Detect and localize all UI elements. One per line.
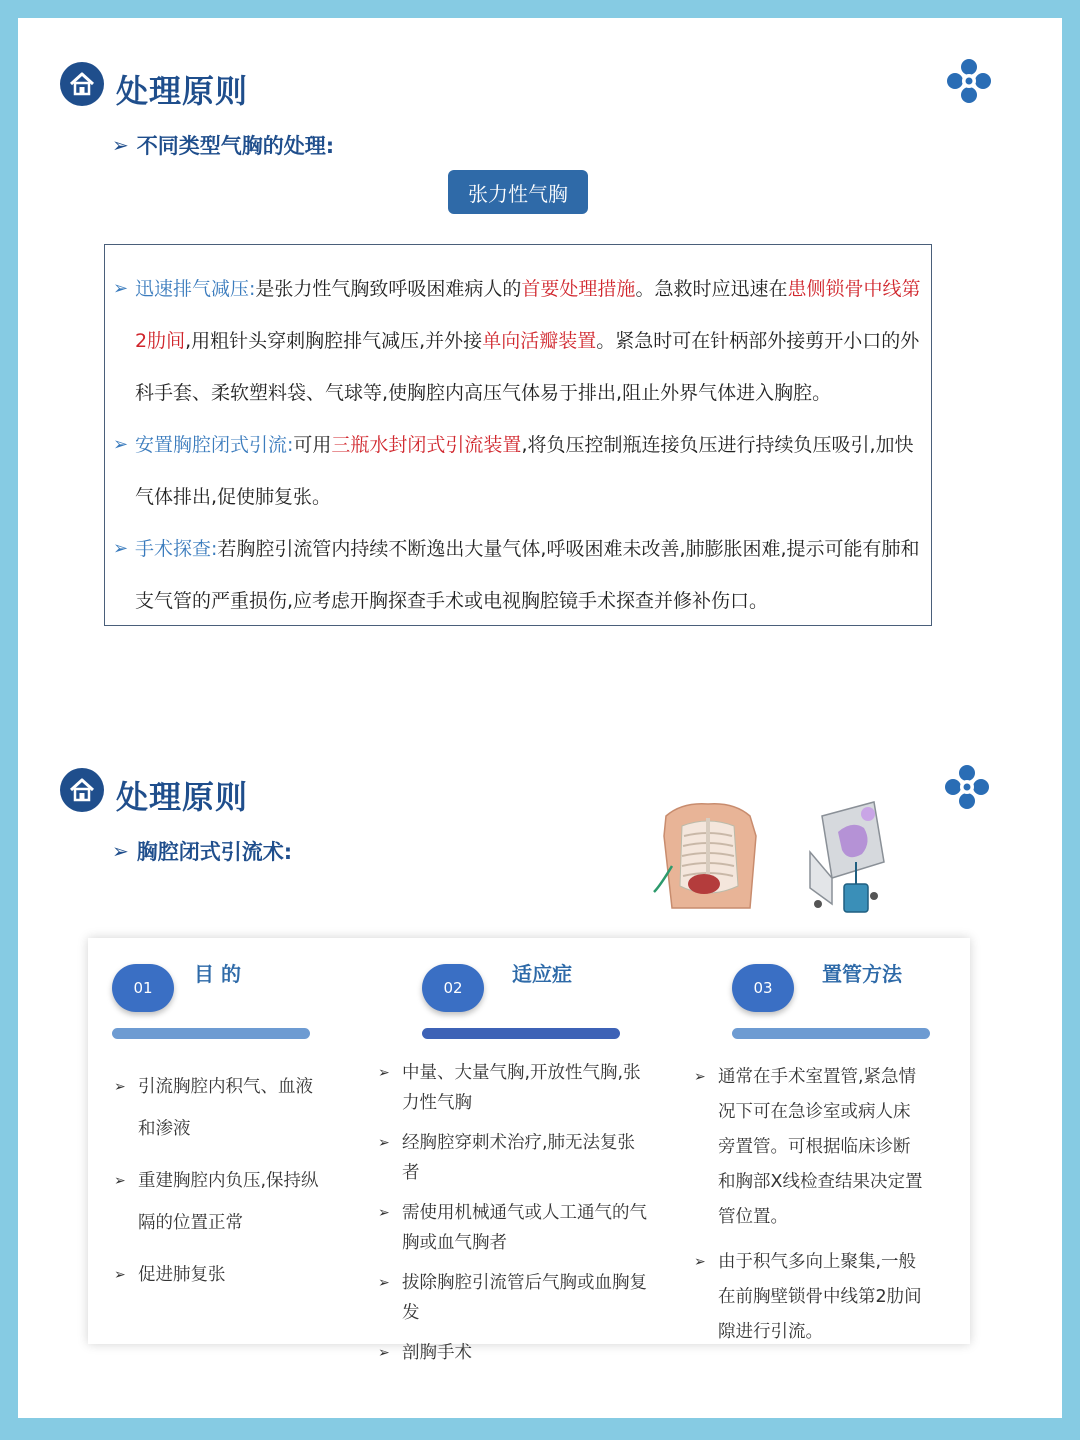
arrow-bullet-icon: ➢ bbox=[113, 278, 129, 299]
section1-title: 处理原则 bbox=[116, 72, 249, 110]
column-divider-bar bbox=[112, 1028, 310, 1039]
column-title: 适应症 bbox=[512, 962, 572, 986]
column-purpose bbox=[110, 938, 370, 1344]
list-item-text: 中量、大量气胸,开放性气胸,张力性气胸 bbox=[402, 1063, 641, 1113]
section2-subtitle-text: 胸腔闭式引流术: bbox=[136, 840, 293, 864]
step-number-badge: 03 bbox=[732, 964, 794, 1012]
lead-text: 安置胸腔闭式引流: bbox=[135, 434, 294, 456]
lead-text: 手术探查: bbox=[135, 538, 218, 560]
list-item: ➢ 拔除胸腔引流管后气胸或血胸复发 bbox=[378, 1273, 647, 1323]
flower-deco-icon bbox=[944, 764, 990, 810]
highlight-text: 三瓶水封闭式引流装置 bbox=[331, 434, 522, 456]
body-text: 是张力性气胸致呼吸困难病人的 bbox=[255, 278, 522, 300]
arrow-bullet-icon: ➢ bbox=[113, 434, 129, 455]
home-icon bbox=[60, 768, 104, 812]
highlight-text: 单向活瓣装置 bbox=[482, 330, 597, 352]
highlight-text: 首要处理措施 bbox=[521, 278, 636, 300]
list-item-text: 经胸腔穿刺术治疗,肺无法复张者 bbox=[402, 1133, 636, 1183]
list-item-text: 重建胸腔内负压,保持纵隔的位置正常 bbox=[138, 1171, 319, 1233]
step-number-badge: 02 bbox=[422, 964, 484, 1012]
body-text: 可用 bbox=[293, 434, 332, 456]
column-indications bbox=[378, 938, 700, 1363]
list-item-text: 由于积气多向上聚集,一般在前胸壁锁骨中线第2肋间隙进行引流。 bbox=[718, 1252, 922, 1342]
paragraph-closed-drainage bbox=[113, 419, 921, 523]
list-item-text: 促进肺复张 bbox=[138, 1265, 226, 1285]
body-text: 。紧急时可在针柄部外接剪开小口的外科手套、柔软塑料袋、气球等,使胸腔内高压气体易于排出,阻止外界气体进入胸腔。 bbox=[135, 330, 920, 404]
treatment-box bbox=[104, 244, 932, 626]
body-text: 。急救时应迅速在 bbox=[635, 278, 788, 300]
body-text: ,用粗针头穿刺胸腔排气减压,并外接 bbox=[185, 330, 483, 352]
drainage-bed-illustration bbox=[802, 792, 894, 916]
body-text: 若胸腔引流管内持续不断逸出大量气体,呼吸困难未改善,肺膨胀困难,提示可能有肺和支气管的严重损伤,应考虑开胸探查手术或电视胸腔镜手术探查并修补伤口。 bbox=[135, 538, 920, 612]
section1-subtitle-text: 不同类型气胸的处理: bbox=[136, 134, 335, 158]
list-item: ➢ 中量、大量气胸,开放性气胸,张力性气胸 bbox=[378, 1063, 641, 1113]
column-title: 目 的 bbox=[194, 962, 241, 986]
paragraph-rapid-decompression bbox=[113, 263, 921, 419]
tension-pneumothorax-badge: 张力性气胸 bbox=[448, 170, 588, 214]
list-item: ➢ 需使用机械通气或人工通气的气胸或血气胸者 bbox=[378, 1203, 647, 1253]
lead-text: 迅速排气减压: bbox=[135, 278, 256, 300]
page bbox=[18, 18, 1062, 1418]
flower-deco-icon bbox=[946, 58, 992, 104]
list-item: ➢ 剖胸手术 bbox=[378, 1343, 472, 1363]
column-list bbox=[694, 1060, 926, 1350]
drainage-info-card bbox=[88, 938, 970, 1363]
column-divider-bar bbox=[732, 1028, 930, 1039]
column-placement-method bbox=[694, 938, 968, 1344]
paragraph-surgical-exploration bbox=[113, 523, 921, 627]
column-title: 置管方法 bbox=[822, 962, 902, 986]
list-item-text: 引流胸腔内积气、血液和渗液 bbox=[138, 1077, 313, 1139]
column-list bbox=[114, 1066, 320, 1296]
list-item: ➢ 引流胸腔内积气、血液和渗液 bbox=[114, 1077, 313, 1139]
list-item-text: 剖胸手术 bbox=[402, 1343, 472, 1363]
list-item: ➢ 经胸腔穿刺术治疗,肺无法复张者 bbox=[378, 1133, 636, 1183]
list-item-text: 拔除胸腔引流管后气胸或血胸复发 bbox=[402, 1273, 647, 1323]
column-list bbox=[378, 1058, 648, 1368]
column-divider-bar bbox=[422, 1028, 620, 1039]
arrow-bullet-icon: ➢ bbox=[112, 839, 129, 863]
list-item: ➢ 通常在手术室置管,紧急情况下可在急诊室或病人床旁置管。可根据临床诊断和胸部X线检查结果决定置管位置。 bbox=[694, 1067, 923, 1227]
list-item: ➢ 促进肺复张 bbox=[114, 1265, 226, 1285]
list-item: ➢ 重建胸腔内负压,保持纵隔的位置正常 bbox=[114, 1171, 319, 1233]
list-item-text: 需使用机械通气或人工通气的气胸或血气胸者 bbox=[402, 1203, 647, 1253]
home-icon bbox=[60, 62, 104, 106]
highlight-text: 患侧锁骨中线第2肋间 bbox=[135, 278, 921, 352]
section1-subtitle bbox=[112, 130, 334, 160]
step-number-badge: 01 bbox=[112, 964, 174, 1012]
body-text: ,将负压控制瓶连接负压进行持续负压吸引,加快气体排出,促使肺复张。 bbox=[135, 434, 914, 508]
chest-anatomy-illustration bbox=[652, 796, 764, 916]
list-item-text: 通常在手术室置管,紧急情况下可在急诊室或病人床旁置管。可根据临床诊断和胸部X线检查结果决定置管位置。 bbox=[718, 1067, 923, 1227]
section2-subtitle bbox=[112, 836, 292, 866]
arrow-bullet-icon: ➢ bbox=[112, 133, 129, 157]
arrow-bullet-icon: ➢ bbox=[113, 538, 129, 559]
list-item: ➢ 由于积气多向上聚集,一般在前胸壁锁骨中线第2肋间隙进行引流。 bbox=[694, 1252, 922, 1342]
section2-title: 处理原则 bbox=[116, 778, 249, 816]
